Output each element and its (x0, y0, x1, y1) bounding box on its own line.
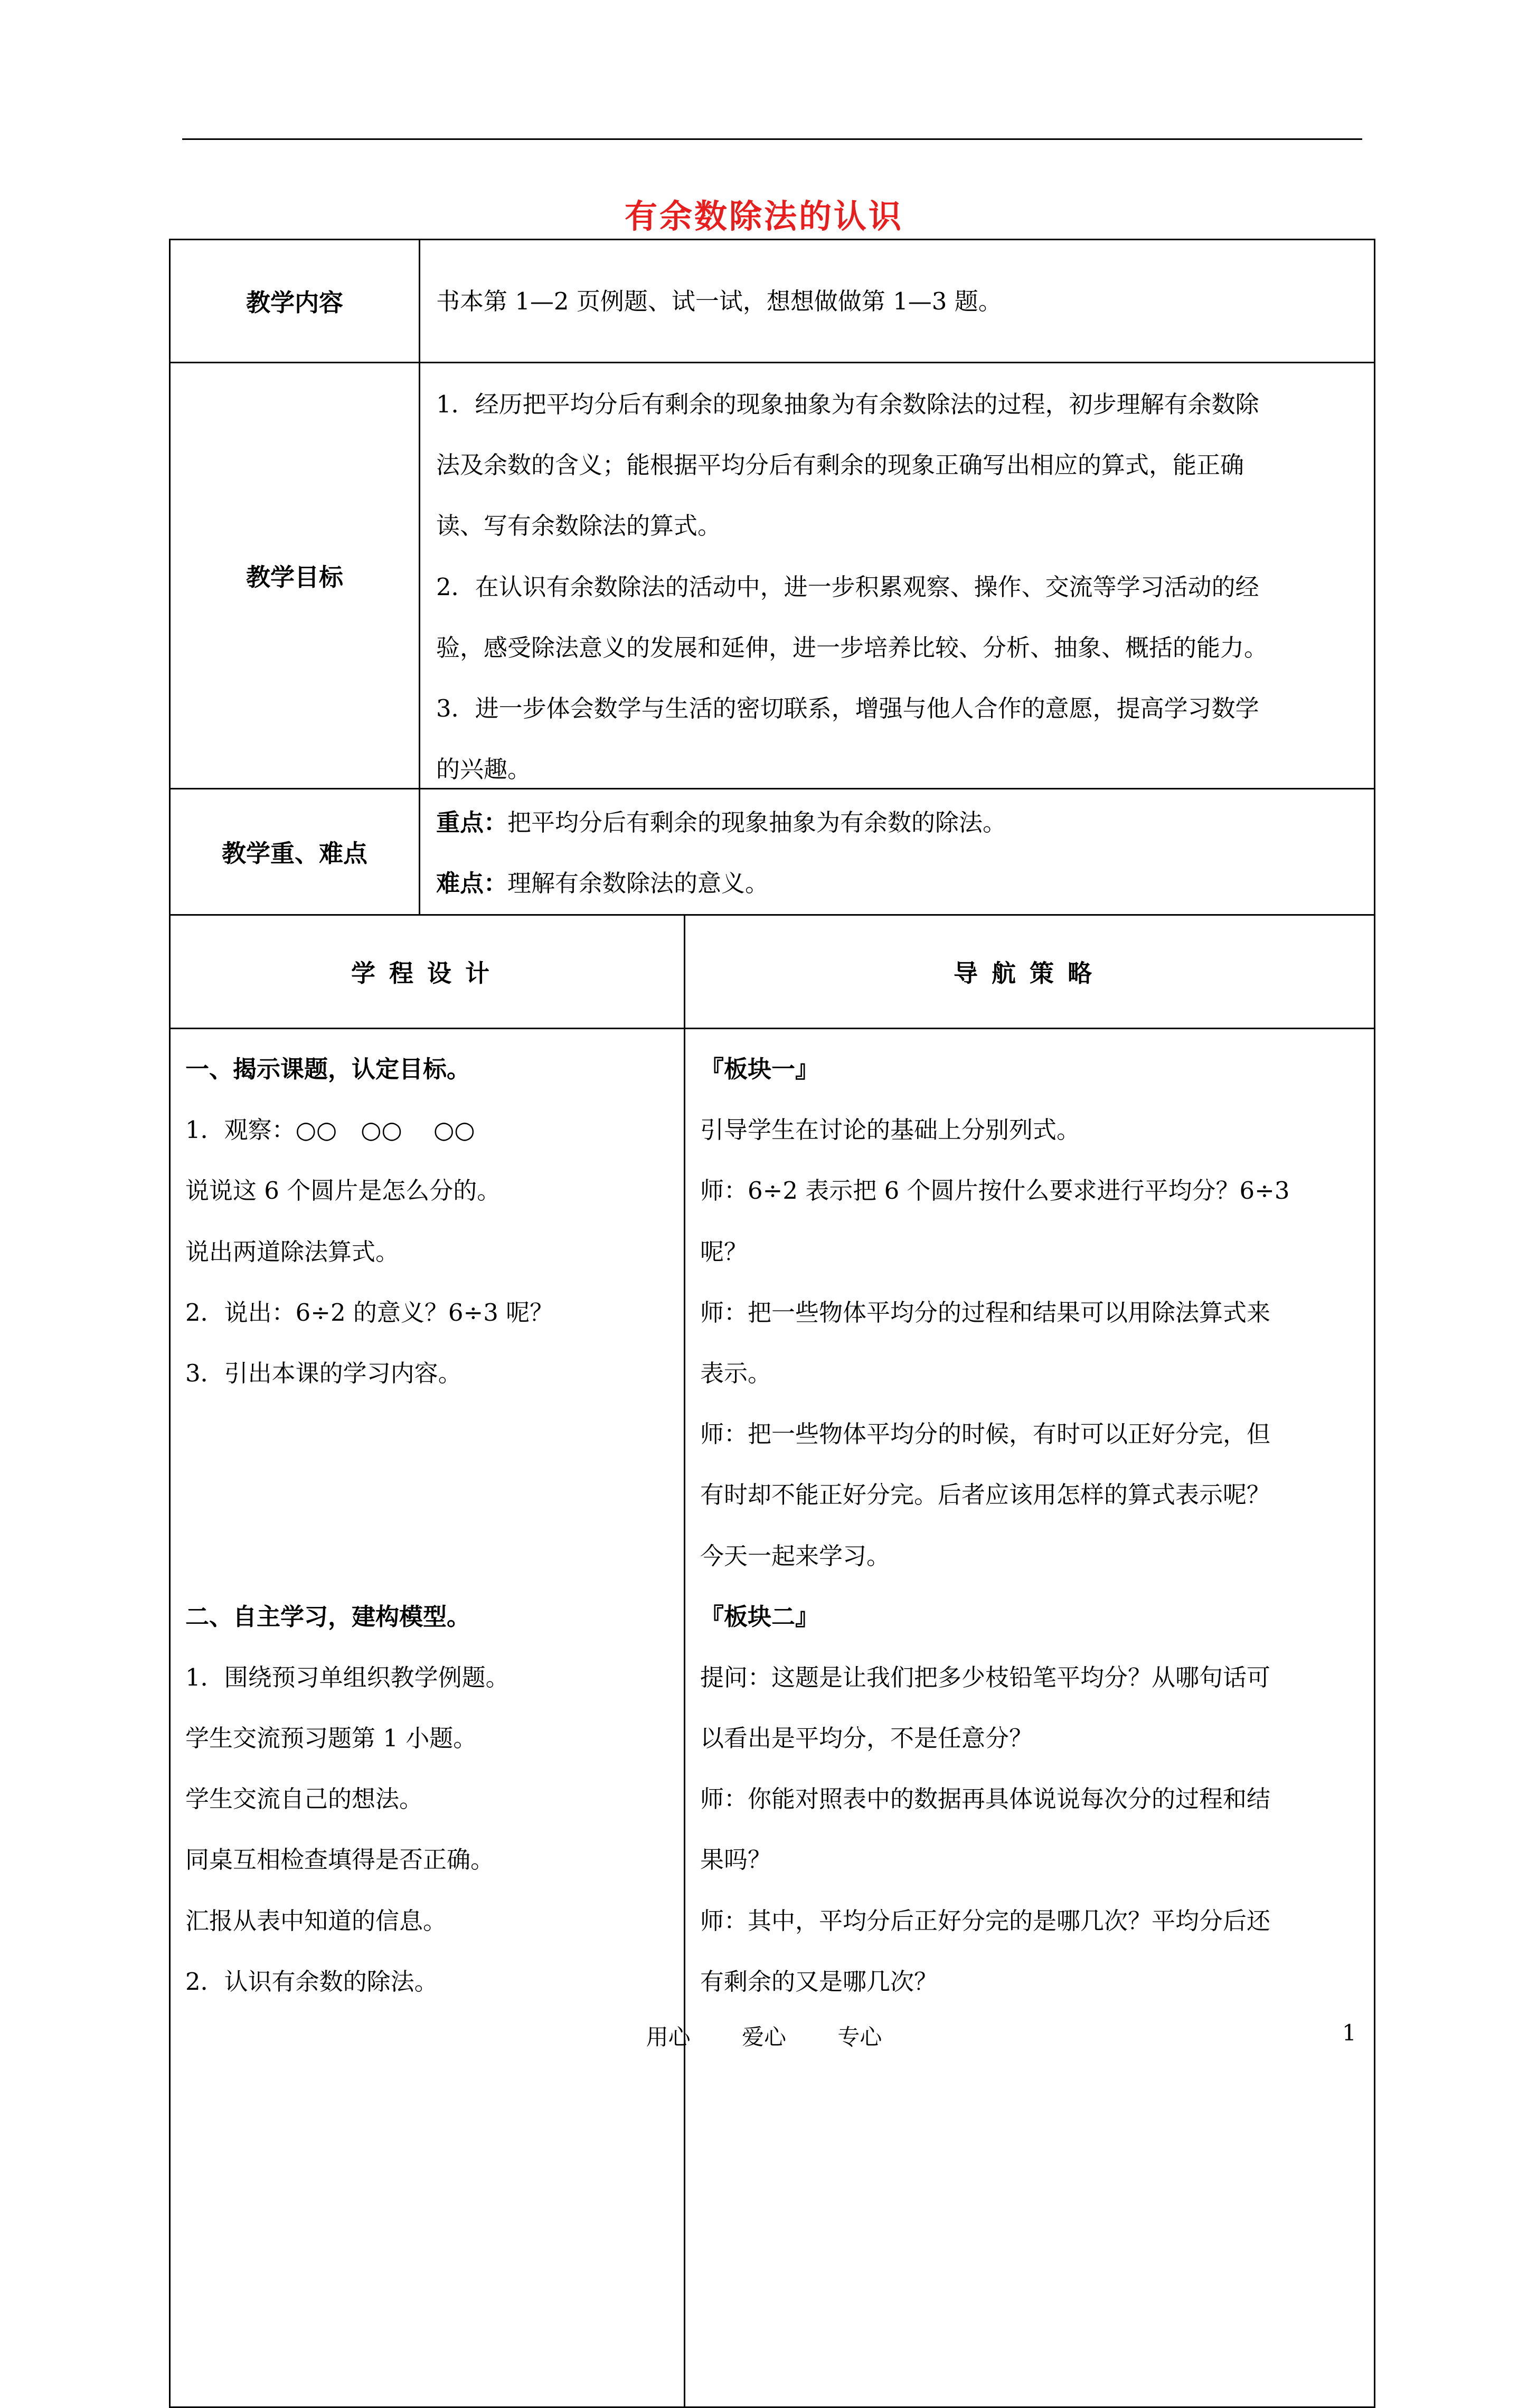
row-teaching-content (171, 240, 1374, 362)
row-teaching-goals (171, 362, 1374, 788)
design-line: 汇报从表中知道的信息。 (185, 1906, 447, 1935)
goal-line: 3．进一步体会数学与生活的密切联系，增强与他人合作的意愿，提高学习数学 (436, 694, 1259, 722)
goal-line: 读、写有余数除法的算式。 (436, 512, 722, 540)
design-line: 2．说出：6÷2 的意义？6÷3 呢？ (185, 1298, 554, 1327)
footer-text-3: 专心 (837, 2024, 882, 2050)
spacer (185, 1526, 669, 1586)
strategy-line: 今天一起来学习。 (700, 1541, 891, 1570)
header-rule (182, 138, 1362, 140)
design-line: 学生交流自己的想法。 (185, 1785, 423, 1813)
strategy-line: 以看出是平均分，不是任意分？ (700, 1724, 1033, 1753)
row-lesson-body (171, 1028, 1374, 2406)
key-difficult-text (420, 789, 1374, 914)
goals-list (420, 363, 1374, 788)
lesson-table (169, 239, 1375, 2408)
strategy-line: 师：把一些物体平均分的时候，有时可以正好分完，但 (700, 1420, 1271, 1448)
strategy-line: 提问：这题是让我们把多少枝铅笔平均分？从哪句话可 (700, 1663, 1271, 1691)
teaching-content-text: 书本第 1—2 页例题、试一试，想想做做第 1—3 题。 (436, 287, 1002, 315)
navigation-strategy-column (685, 1029, 1374, 2406)
design-line: 2．认识有余数的除法。 (185, 1967, 438, 1996)
goal-line: 2．在认识有余数除法的活动中，进一步积累观察、操作、交流等学习活动的经 (436, 572, 1259, 601)
row-key-difficult (171, 788, 1374, 914)
strategy-line: 引导学生在讨论的基础上分别列式。 (700, 1116, 1081, 1144)
strategy-line: 师：把一些物体平均分的过程和结果可以用除法算式来 (700, 1298, 1271, 1327)
difficult-point-label: 难点： (436, 869, 508, 898)
strategy-line: 表示。 (700, 1359, 772, 1387)
design-line: 1．观察：○○ ○○ ○○ (185, 1116, 475, 1144)
design-line: 1．围绕预习单组织教学例题。 (185, 1663, 510, 1691)
strategy-line: 师：6÷2 表示把 6 个圆片按什么要求进行平均分？6÷3 (700, 1177, 1290, 1205)
spacer (185, 1404, 669, 1464)
block-heading: 『板块二』 (700, 1602, 819, 1631)
strategy-line: 呢？ (700, 1237, 748, 1266)
strategy-line: 师：你能对照表中的数据再具体说说每次分的过程和结 (700, 1785, 1271, 1813)
label-teaching-content: 教学内容 (171, 240, 420, 362)
label-teaching-goals: 教学目标 (171, 363, 420, 788)
page-footer (0, 2020, 1528, 2052)
key-point-label: 重点： (436, 808, 508, 836)
difficult-point-text: 理解有余数除法的意义。 (507, 869, 769, 898)
spacer (185, 1464, 669, 1525)
design-line: 说出两道除法算式。 (185, 1237, 400, 1266)
goal-line: 的兴趣。 (436, 755, 532, 784)
strategy-line: 有时却不能正好分完。后者应该用怎样的算式表示呢？ (700, 1481, 1271, 1509)
page-number: 1 (1342, 2020, 1356, 2046)
strategy-line: 师：其中，平均分后正好分完的是哪几次？平均分后还 (700, 1906, 1271, 1935)
row-column-headers (171, 914, 1374, 1028)
label-key-difficult: 教学重、难点 (171, 789, 420, 914)
goal-line: 验，感受除法意义的发展和延伸，进一步培养比较、分析、抽象、概括的能力。 (436, 633, 1268, 662)
section-heading: 一、揭示课题，认定目标。 (185, 1055, 471, 1083)
footer-text-1: 用心 (646, 2024, 691, 2050)
goal-line: 1．经历把平均分后有剩余的现象抽象为有余数除法的过程，初步理解有余数除 (436, 390, 1259, 418)
key-point-line (436, 794, 1363, 854)
strategy-line: 有剩余的又是哪几次？ (700, 1967, 938, 1996)
footer-text-2: 爱心 (741, 2024, 786, 2050)
strategy-line: 果吗？ (700, 1846, 772, 1874)
design-line: 学生交流预习题第 1 小题。 (185, 1724, 477, 1753)
design-line: 说说这 6 个圆片是怎么分的。 (185, 1177, 501, 1205)
header-learning-design: 学程设计 (171, 916, 685, 1028)
section-heading: 二、自主学习，建构模型。 (185, 1602, 471, 1631)
block-heading: 『板块一』 (700, 1055, 819, 1083)
text-teaching-content (420, 240, 1374, 362)
difficult-point-line (436, 854, 1363, 915)
page-title: 有余数除法的认识 (624, 197, 903, 236)
header-navigation-strategy: 导航策略 (954, 959, 1106, 987)
learning-design-column (171, 1029, 685, 2406)
design-line: 3．引出本课的学习内容。 (185, 1359, 462, 1387)
key-point-text: 把平均分后有剩余的现象抽象为有余数的除法。 (507, 808, 1007, 836)
goal-line: 法及余数的含义；能根据平均分后有剩余的现象正确写出相应的算式，能正确 (436, 451, 1244, 479)
design-line: 同桌互相检查填得是否正确。 (185, 1846, 495, 1874)
